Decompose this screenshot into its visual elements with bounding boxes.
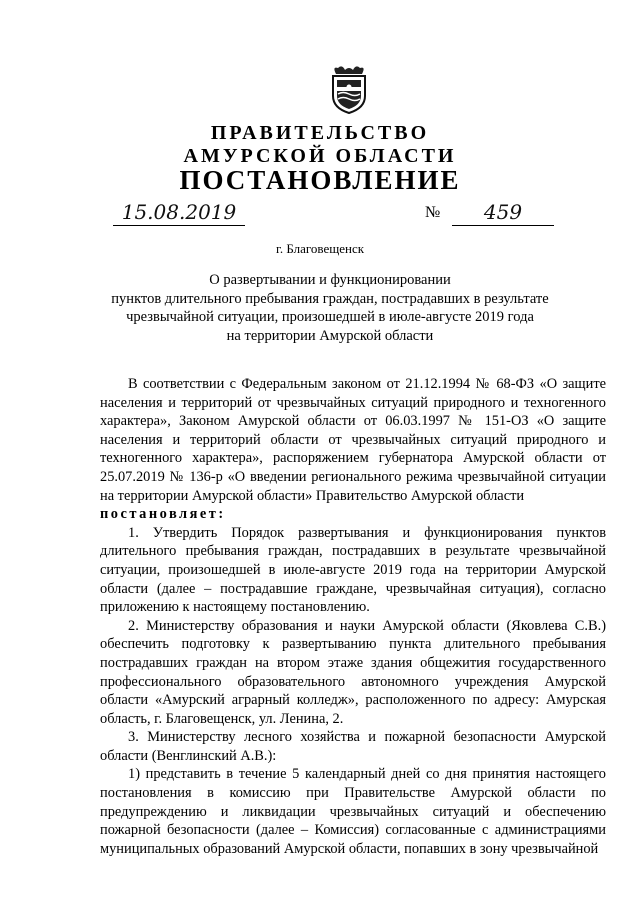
coat-of-arms-icon	[328, 64, 370, 114]
title-line: О развертывании и функционировании	[209, 272, 451, 288]
document-number: 459	[452, 199, 554, 226]
city: г. Благовещенск	[275, 241, 365, 256]
number-label: №	[425, 204, 441, 221]
title-line: чрезвычайной ситуации, произошедшей в июле-августе 2019 года	[126, 309, 534, 325]
paragraph-2: 2. Министерству образования и науки Амурской области (Яковлева С.В.) обеспечить подготовку к развертыванию пункта длительного пребывания пострадавших граждан на втором этаже здания общежития государственного профессионального образовательного автономного учреждения Амурской области «Амурский аграрный колледж», расположенного по адресу: Амурская область, г. Благовещенск, ул. Ленина, 2.	[100, 617, 606, 727]
title-line: на территории Амурской области	[226, 327, 434, 344]
government-title-line2: АМУРСКОЙ ОБЛАСТИ	[183, 145, 457, 167]
decrees-word: постановляет:	[100, 506, 226, 523]
title-line: пунктов длительного пребывания граждан, пострадавших в результате	[111, 290, 549, 307]
paragraph-1: 1. Утвердить Порядок развертывания и функционирования пунктов длительного пребывания граждан, пострадавших в результате чрезвычайной ситуации, произошедшей в июле-августе 2019 года на территории Амурской области (далее – пострадавшие граждане, чрезвычайная ситуация), согласно приложению к настоящему постановлению.	[100, 524, 606, 616]
document-body	[100, 375, 606, 858]
preamble: В соответствии с Федеральным законом от 21.12.1994 № 68-ФЗ «О защите населения и территорий от чрезвычайных ситуаций природного и техногенного характера», Законом Амурской области от 06.03.1997 № 151-ОЗ «О защите населения и территорий области от чрезвычайных ситуаций природного и техногенного характера», распоряжением губернатора Амурской области от 25.07.2019 № 136-р «О введении регионального режима чрезвычайной ситуации на территории Амурской области» Правительство Амурской области	[100, 376, 606, 504]
document-date: 15.08.2019	[113, 199, 245, 226]
government-title-line1: ПРАВИТЕЛЬСТВО	[210, 122, 430, 144]
document-title	[100, 271, 560, 345]
paragraph-3: 3. Министерству лесного хозяйства и пожарной безопасности Амурской области (Венглинский А.В.):	[100, 729, 606, 764]
document-type: ПОСТАНОВЛЕНИЕ	[179, 165, 461, 195]
paragraph-3-1: 1) представить в течение 5 календарный дней со дня принятия настоящего постановления в комиссию при Правительстве Амурской области по предупреждению и ликвидации чрезвычайных ситуаций и обеспечению пожарной безопасности (далее – Комиссия) согласованные с администрациями муниципальных образований Амурской области, попавших в зону чрезвычайной	[100, 766, 606, 857]
